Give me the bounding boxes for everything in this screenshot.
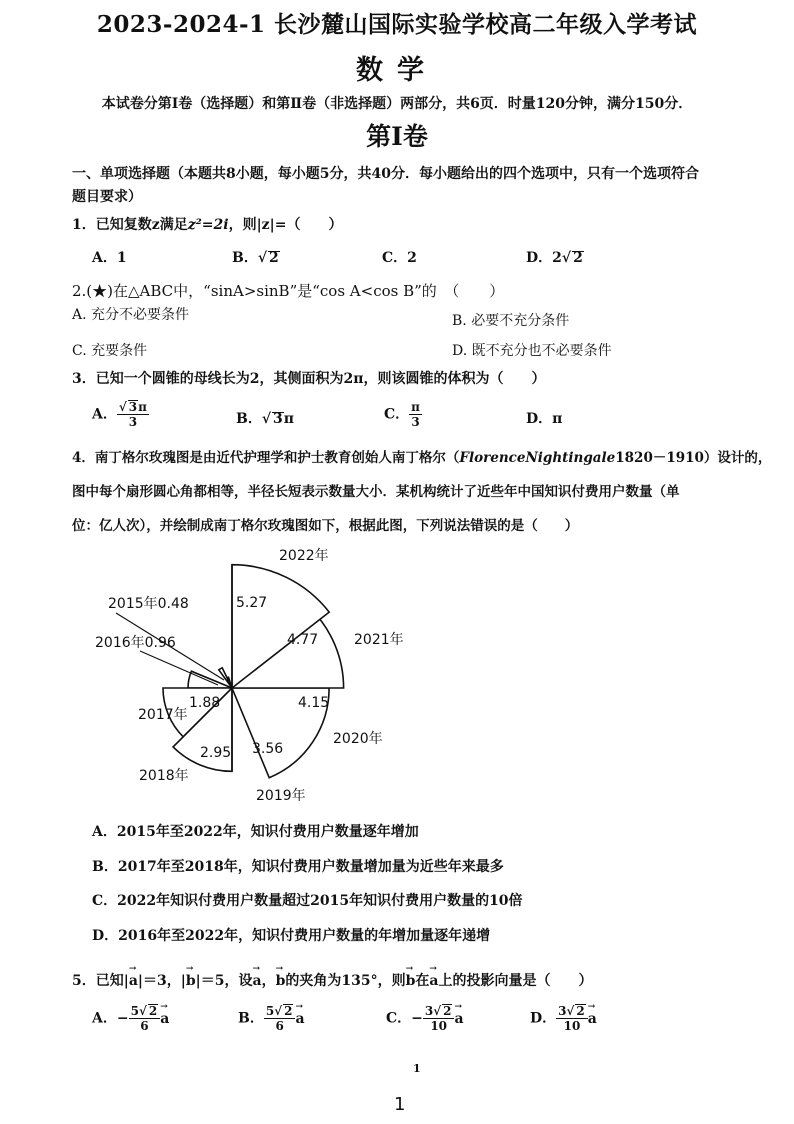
rose-value-2018: 2.95 bbox=[200, 745, 232, 761]
rose-category-2018: 2018年 bbox=[139, 768, 189, 784]
volume-title: 第Ⅰ卷 bbox=[366, 122, 428, 151]
rose-category-2020: 2020年 bbox=[333, 731, 383, 747]
rose-callout-line-2016 bbox=[140, 651, 218, 685]
subject-title: 数学 bbox=[356, 55, 438, 86]
q4-option-d: D．2016年至2022年，知识付费用户数量的年增加量逐年递增 bbox=[92, 928, 491, 944]
rose-category-2022: 2022年 bbox=[279, 548, 329, 564]
rose-value-2020: 4.15 bbox=[298, 695, 330, 711]
q1-option-d: D．2√ 2 bbox=[526, 250, 583, 266]
question-5: 5．已知|→ a|＝3，|→ b|＝5，设→ a，→ b的夹角为135°，则→ b在→ a上的投影向量是（ ） bbox=[72, 970, 592, 990]
rose-callout-2015: 2015年0.48 bbox=[108, 596, 189, 612]
question-3: 3．已知一个圆锥的母线长为2，其侧面积为2π，则该圆锥的体积为（ ） bbox=[72, 371, 546, 387]
q5-option-a: A．− $\frac{5√ 2}{6}$ → a bbox=[92, 1004, 169, 1033]
q2-option-b: B. 必要不充分条件 bbox=[452, 313, 570, 329]
q3-option-a: A． $\frac{√ 3\pi}{3}$ bbox=[92, 400, 147, 429]
question-4-line2: 图中每个扇形圆心角都相等，半径长短表示数量大小．某机构统计了近些年中国知识付费用户数量（单 bbox=[72, 484, 680, 500]
q4-option-b: B．2017年至2018年，知识付费用户数量增加量为近些年来最多 bbox=[92, 859, 504, 875]
q1-option-b: B．√ 2 bbox=[232, 250, 279, 266]
rose-category-2021: 2021年 bbox=[354, 632, 404, 648]
question-4-line1: 4．南丁格尔玫瑰图是由近代护理学和护士教育创始人南丁格尔（FlorenceNightingale1820－1910）设计的， bbox=[72, 450, 772, 466]
q5-option-c: C．− $\frac{3√ 2}{10}$ → a bbox=[386, 1004, 464, 1033]
q4-option-c: C．2022年知识付费用户数量超过2015年知识付费用户数量的10倍 bbox=[92, 893, 523, 909]
exam-info: 本试卷分第Ⅰ卷（选择题）和第Ⅱ卷（非选择题）两部分，共6页．时量120分钟，满分150分． bbox=[101, 96, 693, 112]
q2-option-a: A. 充分不必要条件 bbox=[72, 307, 190, 323]
rose-value-2022: 5.27 bbox=[236, 595, 268, 611]
q1-option-a: A．1 bbox=[92, 250, 127, 266]
q2-option-c: C. 充要条件 bbox=[72, 343, 148, 359]
exam-title: 2023-2024-1 长沙麓山国际实验学校高二年级入学考试 bbox=[96, 11, 698, 38]
rose-category-2019: 2019年 bbox=[256, 788, 306, 804]
rose-value-2017: 1.88 bbox=[189, 695, 221, 711]
q4-option-a: A．2015年至2022年，知识付费用户数量逐年增加 bbox=[92, 824, 419, 840]
rose-category-2017: 2017年 bbox=[138, 707, 188, 723]
page-number-small: 1 bbox=[413, 1062, 421, 1075]
q3-option-b: B．√ 3π bbox=[236, 411, 295, 427]
q3-option-d: D．π bbox=[526, 411, 563, 427]
rose-value-2021: 4.77 bbox=[287, 632, 319, 648]
section-heading: 一、单项选择题（本题共8小题，每小题5分，共40分．每小题给出的四个选项中，只有一个选项符合 bbox=[72, 166, 699, 182]
q2-option-d: D. 既不充分也不必要条件 bbox=[452, 343, 612, 359]
q5-option-b: B． $\frac{5√ 2}{6}$ → a bbox=[238, 1004, 305, 1033]
section-heading-cont: 题目要求） bbox=[72, 189, 142, 205]
rose-value-2019: 3.56 bbox=[252, 741, 284, 757]
question-2: 2.(★)在△ABC中，“sinA>sinB”是“cos A<cos B”的 （ ） bbox=[72, 282, 505, 300]
question-1: 1．已知复数z满足z²=2i，则|z|=（ ） bbox=[72, 217, 343, 233]
rose-callout-2016: 2016年0.96 bbox=[95, 635, 176, 651]
question-4-line3: 位：亿人次），并绘制成南丁格尔玫瑰图如下，根据此图，下列说法错误的是（ ） bbox=[72, 518, 579, 534]
q1-option-c: C．2 bbox=[382, 250, 417, 266]
q3-option-c: C． $\frac{\pi}{3}$ bbox=[384, 400, 420, 429]
nightingale-rose-chart bbox=[0, 540, 794, 810]
page-number: 1 bbox=[394, 1094, 406, 1115]
q5-option-d: D． $\frac{3√ 2}{10}$ → a bbox=[530, 1004, 597, 1033]
